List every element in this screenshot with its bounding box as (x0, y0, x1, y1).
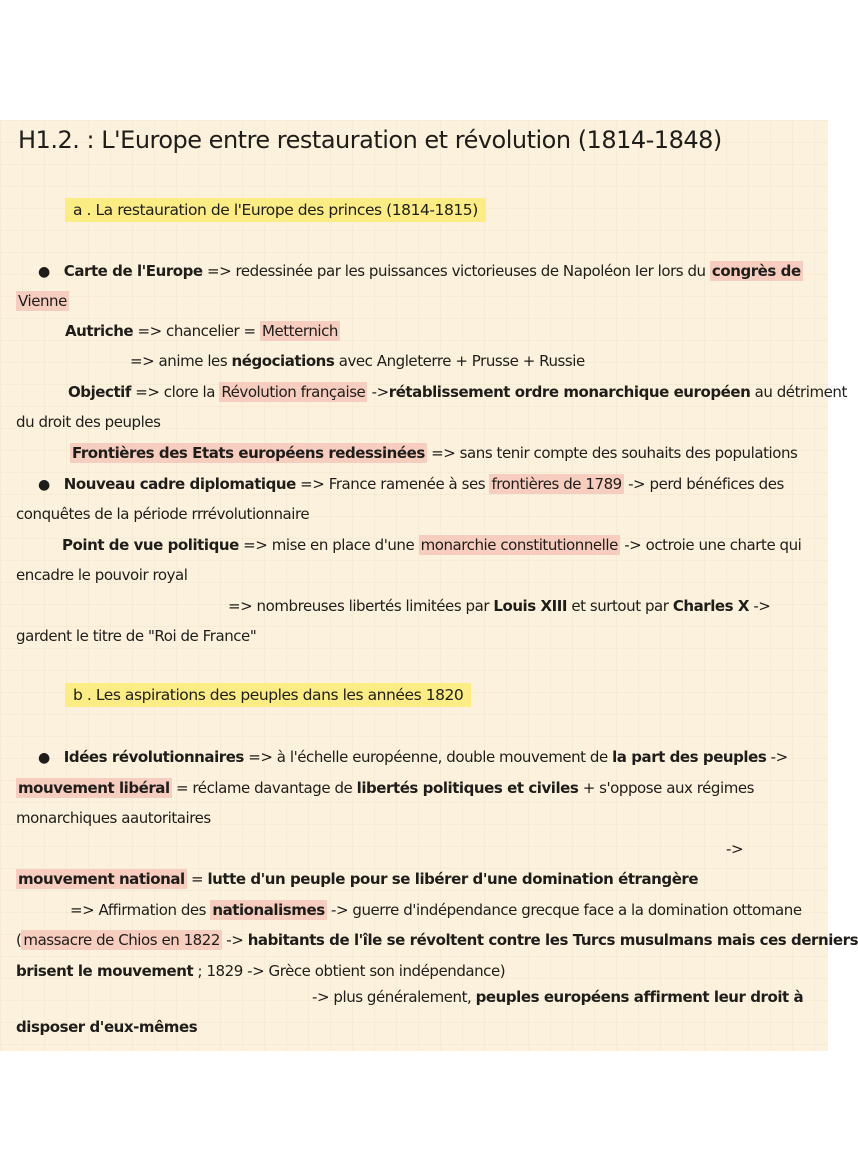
highlight: massacre de Chios en 1822 (23, 931, 220, 949)
keyword: Nouveau cadre diplomatique (63, 475, 296, 493)
keyword: rétablissement ordre monarchique européen (388, 383, 751, 401)
text: => France ramenée à ses (295, 475, 490, 493)
keyword: Charles X (672, 597, 750, 615)
text: = réclame davantage de (171, 779, 357, 797)
text: => nombreuses libertés limitées par (228, 597, 494, 615)
highlight: congrès de (711, 262, 801, 280)
keyword: Idées révolutionnaires (63, 748, 244, 766)
text: ( (16, 931, 22, 949)
text: gardent le titre de "Roi de France" (16, 627, 257, 645)
section-b-line-6 (70, 900, 802, 920)
section-a-line-7 (70, 443, 797, 463)
text: -> (367, 383, 389, 401)
text: et surtout par (567, 597, 673, 615)
bullet-icon: ● (38, 477, 50, 493)
keyword: disposer d'eux-mêmes (16, 1018, 198, 1036)
section-b-line-7 (16, 930, 858, 950)
text: au détriment (750, 383, 847, 401)
section-a-line-5 (68, 382, 847, 402)
bullet-icon: ● (38, 750, 50, 766)
section-a-heading-row (65, 200, 486, 220)
section-a-line-6 (16, 412, 160, 432)
text: -> (749, 597, 771, 615)
keyword: Objectif (68, 383, 131, 401)
text: -> (221, 931, 248, 949)
section-b-line-10 (16, 1017, 197, 1037)
section-b-line-1 (38, 747, 788, 768)
keyword: Autriche (65, 322, 134, 340)
keyword: Carte de l'Europe (63, 262, 203, 280)
text: => à l'échelle européenne, double mouvement de (243, 748, 613, 766)
keyword: la part des peuples (612, 748, 767, 766)
text: monarchiques aautoritaires (16, 809, 211, 827)
text: => mise en place d'une (238, 536, 419, 554)
section-b-line-4 (726, 839, 743, 859)
text: ; 1829 -> Grèce obtient son indépendance) (193, 962, 506, 980)
text: -> plus généralement, (312, 988, 476, 1006)
highlight: frontières de 1789 (491, 475, 622, 493)
text: => anime les (130, 352, 232, 370)
text: -> perd bénéfices des (623, 475, 784, 493)
text: -> octroie une charte qui (619, 536, 802, 554)
keyword: Point de vue politique (62, 536, 239, 554)
text: => Affirmation des (70, 901, 211, 919)
section-a-line-4 (130, 351, 585, 371)
text: encadre le pouvoir royal (16, 566, 188, 584)
page-title: H1.2. : L'Europe entre restauration et révolution (1814-1848) (18, 126, 722, 154)
text: du droit des peuples (16, 413, 161, 431)
section-a-line-3 (65, 321, 340, 341)
text: => clore la (130, 383, 220, 401)
section-b-line-9 (312, 987, 803, 1007)
text: => sans tenir compte des souhaits des populations (426, 444, 798, 462)
section-a-line-11 (16, 565, 188, 585)
keyword: habitants de l'île se révoltent contre les Turcs musulmans mais ces derniers (247, 931, 858, 949)
text: => chancelier = (133, 322, 260, 340)
section-b-heading: b . Les aspirations des peuples dans les années 1820 (65, 683, 471, 707)
text: = (186, 870, 208, 888)
section-b-heading-row (65, 685, 471, 705)
highlight: mouvement libéral (18, 779, 170, 797)
highlight: Vienne (18, 292, 67, 310)
highlight: Révolution française (221, 383, 366, 401)
section-b-line-8 (16, 961, 505, 981)
keyword: lutte d'un peuple pour se libérer d'une domination étrangère (207, 870, 699, 888)
section-a-line-1 (38, 261, 803, 282)
text: => redessinée par les puissances victorieuses de Napoléon Ier lors du (202, 262, 710, 280)
text: + s'oppose aux régimes (578, 779, 755, 797)
section-b-line-3 (16, 808, 211, 828)
text: -> guerre d'indépendance grecque face a la domination ottomane (326, 901, 802, 919)
text: avec Angleterre + Prusse + Russie (334, 352, 585, 370)
keyword: libertés politiques et civiles (356, 779, 579, 797)
keyword: négociations (231, 352, 335, 370)
keyword: Louis XIII (493, 597, 568, 615)
highlight: nationalismes (212, 901, 325, 919)
highlight: mouvement national (18, 870, 185, 888)
highlight: Metternich (261, 322, 338, 340)
text: -> (766, 748, 788, 766)
keyword: peuples européens affirment leur droit à (475, 988, 804, 1006)
section-b-line-5 (16, 869, 698, 889)
section-a-line-8 (38, 474, 784, 495)
bullet-icon: ● (38, 264, 50, 280)
highlight: Frontières des Etats européens redessinées (72, 444, 425, 462)
keyword: brisent le mouvement (16, 962, 194, 980)
text: -> (726, 840, 744, 858)
highlight: monarchie constitutionnelle (420, 536, 618, 554)
section-a-heading: a . La restauration de l'Europe des princes (1814-1815) (65, 198, 486, 222)
section-a-line-13 (16, 626, 256, 646)
section-a-line-10 (62, 535, 801, 555)
section-a-line-12 (228, 596, 770, 616)
section-b-line-2 (16, 778, 754, 798)
section-a-line-9 (16, 504, 309, 524)
text: conquêtes de la période rrrévolutionnaire (16, 505, 310, 523)
section-a-line-2 (16, 291, 69, 311)
